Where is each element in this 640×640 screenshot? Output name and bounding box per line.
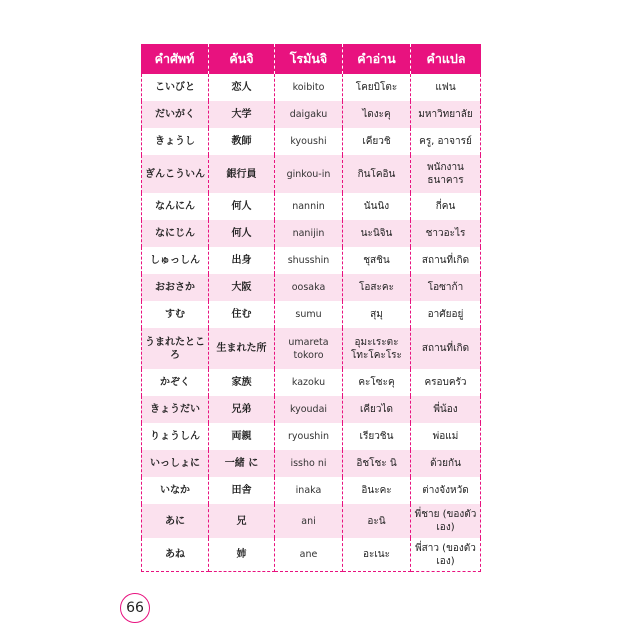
cell-word: あね xyxy=(141,538,209,572)
cell-word: かぞく xyxy=(141,369,209,396)
table-row xyxy=(141,193,481,220)
cell-meaning: สถานที่เกิด xyxy=(411,328,481,369)
cell-kanji: 家族 xyxy=(209,369,275,396)
cell-meaning: พนักงานธนาคาร xyxy=(411,155,481,193)
table-row xyxy=(141,396,481,423)
cell-word: だいがく xyxy=(141,101,209,128)
table-row xyxy=(141,538,481,572)
cell-kanji: 両親 xyxy=(209,423,275,450)
cell-reading: กินโคอิน xyxy=(343,155,411,193)
cell-romaji: nanijin xyxy=(275,220,343,247)
cell-word: しゅっしん xyxy=(141,247,209,274)
cell-kanji: 兄弟 xyxy=(209,396,275,423)
cell-kanji: 兄 xyxy=(209,504,275,538)
cell-reading: เคียวได xyxy=(343,396,411,423)
cell-reading: อินะคะ xyxy=(343,477,411,504)
cell-meaning: พี่ชาย (ของตัวเอง) xyxy=(411,504,481,538)
cell-kanji: 大学 xyxy=(209,101,275,128)
cell-meaning: โอซาก้า xyxy=(411,274,481,301)
table-row xyxy=(141,423,481,450)
cell-romaji: nannin xyxy=(275,193,343,220)
page-number: 66 xyxy=(120,593,150,623)
cell-romaji: issho ni xyxy=(275,450,343,477)
cell-reading: อุมะเระตะ โทะโคะโระ xyxy=(343,328,411,369)
table-row xyxy=(141,101,481,128)
table-row xyxy=(141,128,481,155)
cell-kanji: 何人 xyxy=(209,220,275,247)
cell-word: おおさか xyxy=(141,274,209,301)
cell-romaji: kyoushi xyxy=(275,128,343,155)
cell-meaning: มหาวิทยาลัย xyxy=(411,101,481,128)
cell-reading: อะเนะ xyxy=(343,538,411,572)
cell-meaning: พี่น้อง xyxy=(411,396,481,423)
table-row xyxy=(141,74,481,101)
cell-word: うまれたところ xyxy=(141,328,209,369)
cell-meaning: อาศัยอยู่ xyxy=(411,301,481,328)
cell-romaji: kazoku xyxy=(275,369,343,396)
cell-reading: โอสะคะ xyxy=(343,274,411,301)
cell-reading: นันนิง xyxy=(343,193,411,220)
cell-romaji: sumu xyxy=(275,301,343,328)
cell-romaji: ginkou-in xyxy=(275,155,343,193)
cell-reading: สุมุ xyxy=(343,301,411,328)
cell-romaji: ane xyxy=(275,538,343,572)
cell-word: ぎんこういん xyxy=(141,155,209,193)
cell-meaning: พ่อแม่ xyxy=(411,423,481,450)
cell-word: きょうし xyxy=(141,128,209,155)
cell-word: なにじん xyxy=(141,220,209,247)
cell-reading: เคียวชิ xyxy=(343,128,411,155)
cell-kanji: 大阪 xyxy=(209,274,275,301)
header-kanji: คันจิ xyxy=(209,44,275,74)
cell-meaning: ครอบครัว xyxy=(411,369,481,396)
table-row xyxy=(141,155,481,193)
cell-reading: อิชโชะ นิ xyxy=(343,450,411,477)
table-row xyxy=(141,477,481,504)
table-row xyxy=(141,274,481,301)
cell-romaji: daigaku xyxy=(275,101,343,128)
cell-word: いっしょに xyxy=(141,450,209,477)
cell-word: りょうしん xyxy=(141,423,209,450)
cell-kanji: 出身 xyxy=(209,247,275,274)
cell-meaning: ด้วยกัน xyxy=(411,450,481,477)
cell-kanji: 何人 xyxy=(209,193,275,220)
cell-meaning: ชาวอะไร xyxy=(411,220,481,247)
cell-meaning: ต่างจังหวัด xyxy=(411,477,481,504)
cell-meaning: พี่สาว (ของตัวเอง) xyxy=(411,538,481,572)
cell-romaji: shusshin xyxy=(275,247,343,274)
cell-reading: อะนิ xyxy=(343,504,411,538)
cell-kanji: 生まれた所 xyxy=(209,328,275,369)
table-row xyxy=(141,301,481,328)
cell-word: こいびと xyxy=(141,74,209,101)
cell-kanji: 恋人 xyxy=(209,74,275,101)
cell-meaning: ครู, อาจารย์ xyxy=(411,128,481,155)
cell-meaning: สถานที่เกิด xyxy=(411,247,481,274)
header-word: คำศัพท์ xyxy=(141,44,209,74)
cell-kanji: 住む xyxy=(209,301,275,328)
cell-meaning: แฟน xyxy=(411,74,481,101)
cell-word: すむ xyxy=(141,301,209,328)
table-row xyxy=(141,504,481,538)
table-header-row xyxy=(141,44,481,74)
header-reading: คำอ่าน xyxy=(343,44,411,74)
cell-kanji: 一緒 に xyxy=(209,450,275,477)
cell-romaji: oosaka xyxy=(275,274,343,301)
cell-kanji: 田舎 xyxy=(209,477,275,504)
cell-reading: ไดงะคุ xyxy=(343,101,411,128)
cell-word: なんにん xyxy=(141,193,209,220)
cell-reading: นะนิจิน xyxy=(343,220,411,247)
table-row xyxy=(141,220,481,247)
cell-kanji: 姉 xyxy=(209,538,275,572)
table-row xyxy=(141,247,481,274)
cell-romaji: umareta tokoro xyxy=(275,328,343,369)
cell-romaji: koibito xyxy=(275,74,343,101)
table-row xyxy=(141,450,481,477)
header-romaji: โรมันจิ xyxy=(275,44,343,74)
vocabulary-table xyxy=(141,44,481,572)
cell-romaji: ani xyxy=(275,504,343,538)
cell-reading: โคยบิโตะ xyxy=(343,74,411,101)
cell-reading: คะโซะคุ xyxy=(343,369,411,396)
table-row xyxy=(141,369,481,396)
cell-meaning: กี่คน xyxy=(411,193,481,220)
cell-romaji: kyoudai xyxy=(275,396,343,423)
cell-kanji: 銀行員 xyxy=(209,155,275,193)
cell-word: いなか xyxy=(141,477,209,504)
header-meaning: คำแปล xyxy=(411,44,481,74)
cell-kanji: 教師 xyxy=(209,128,275,155)
cell-romaji: ryoushin xyxy=(275,423,343,450)
table-row xyxy=(141,328,481,369)
cell-reading: ชุสชิน xyxy=(343,247,411,274)
cell-romaji: inaka xyxy=(275,477,343,504)
cell-word: あに xyxy=(141,504,209,538)
cell-reading: เรียวชิน xyxy=(343,423,411,450)
cell-word: きょうだい xyxy=(141,396,209,423)
